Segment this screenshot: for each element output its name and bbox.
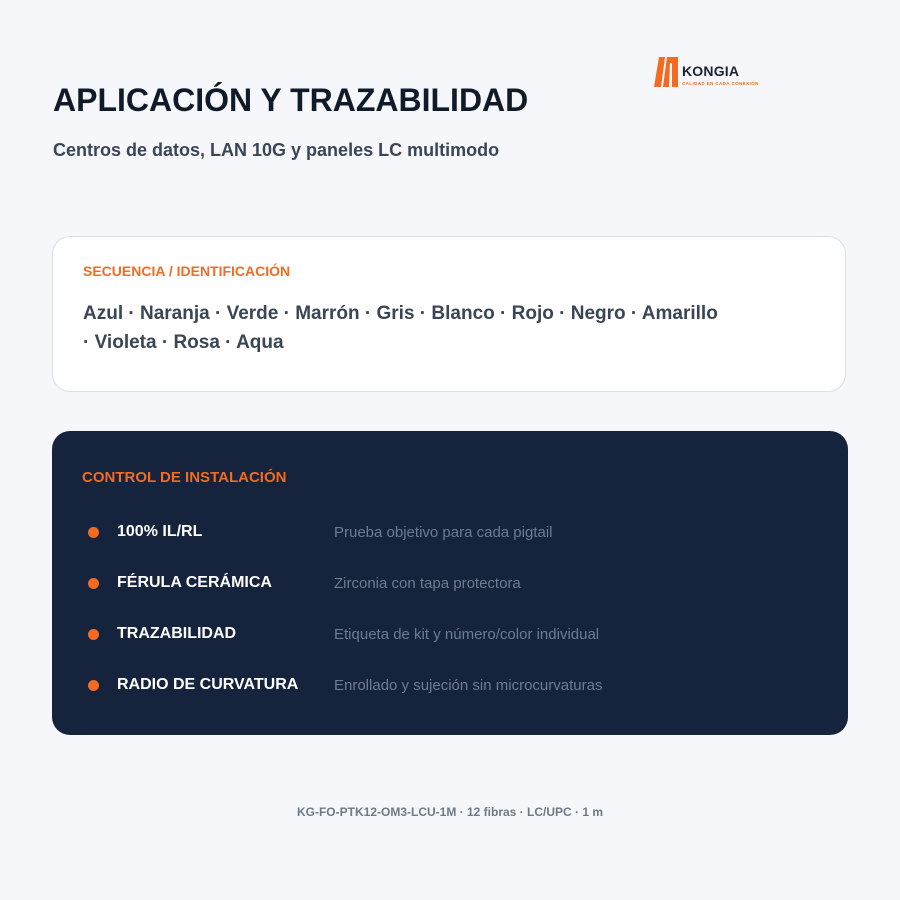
brand-tagline: CALIDAD EN CADA CONEXIÓN [682, 81, 759, 86]
installation-card [52, 431, 848, 735]
bullet-dot-icon [88, 680, 99, 691]
installation-item [82, 572, 822, 596]
product-code-footer: KG-FO-PTK12-OM3-LCU-1M · 12 fibras · LC/UPC · 1 m [296, 805, 604, 819]
page-subtitle: Centros de datos, LAN 10G y paneles LC multimodo [53, 140, 500, 160]
sequence-label: SECUENCIA / IDENTIFICACIÓN [83, 263, 291, 279]
installation-item [82, 674, 822, 698]
item-name: FÉRULA CERÁMICA [117, 574, 272, 591]
bullet-dot-icon [88, 578, 99, 589]
installation-item [82, 521, 822, 545]
brand-name: KONGIA [682, 63, 740, 79]
sequence-card [52, 236, 846, 392]
installation-item [82, 623, 822, 647]
item-description: Prueba objetivo para cada pigtail [334, 524, 553, 541]
item-name: TRAZABILIDAD [117, 625, 237, 642]
item-description: Enrollado y sujeción sin microcurvaturas [334, 677, 603, 694]
brand-logo [654, 55, 759, 89]
bullet-dot-icon [88, 629, 99, 640]
item-name: RADIO DE CURVATURA [117, 676, 299, 693]
item-description: Etiqueta de kit y número/color individual [334, 626, 600, 643]
page-title: APLICACIÓN Y TRAZABILIDAD [53, 82, 529, 118]
kongia-logo-icon [654, 57, 678, 87]
color-sequence: Azul · Naranja · Verde · Marrón · Gris · Blanco · Rojo · Negro · Amarillo · Violeta · Rosa · Aqua [83, 303, 718, 353]
installation-label: CONTROL DE INSTALACIÓN [82, 469, 287, 486]
item-description: Zirconia con tapa protectora [334, 575, 521, 592]
item-name: 100% IL/RL [117, 523, 203, 540]
bullet-dot-icon [88, 527, 99, 538]
